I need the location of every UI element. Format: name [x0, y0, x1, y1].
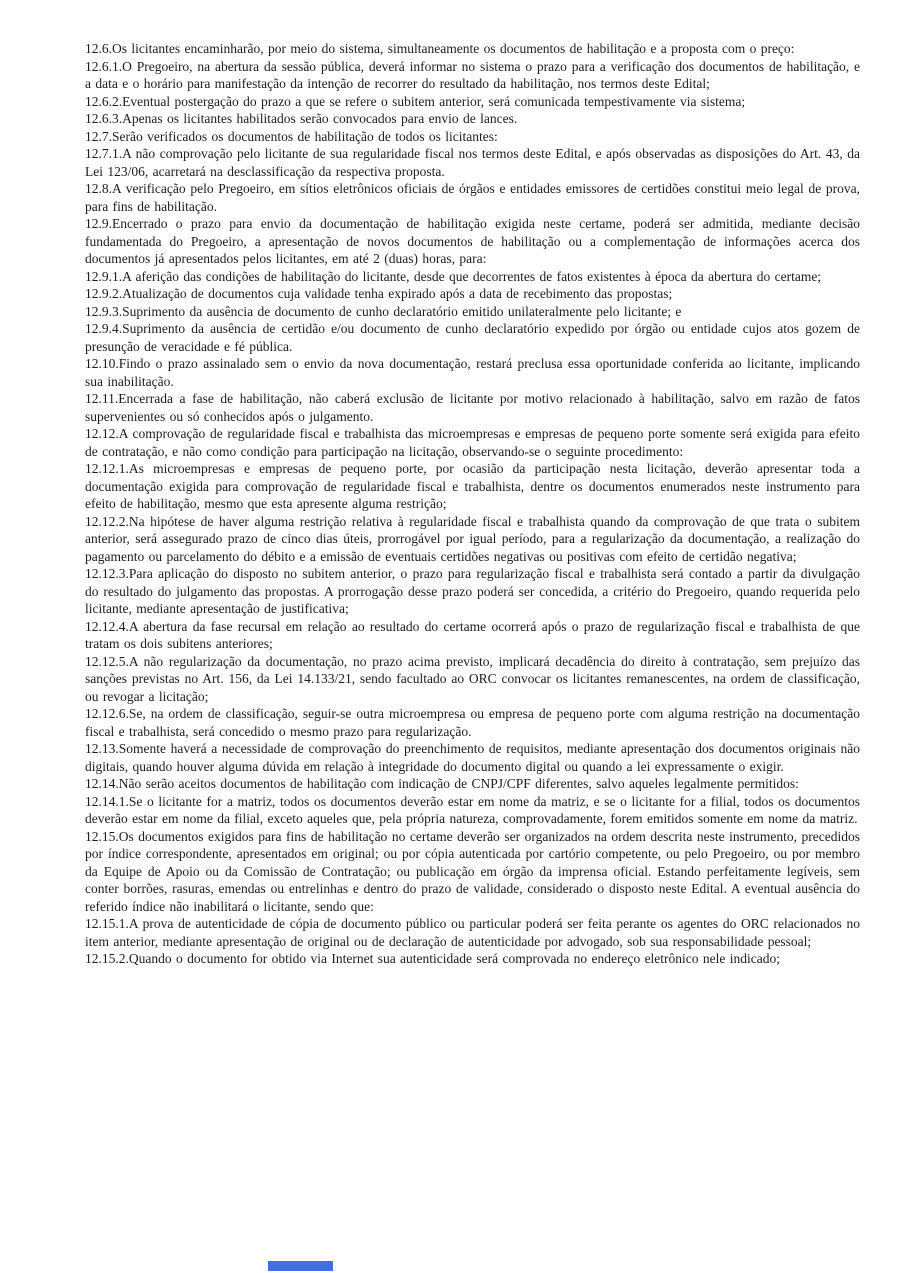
clause-paragraph: 12.6.1.O Pregoeiro, na abertura da sessão pública, deverá informar no sistema o prazo para a verificação dos documentos de habilitação, e a data e o horário para manifestação da intenção de recorrer do resultado da habilitação, nos termos deste Edital;: [85, 58, 860, 91]
clause-paragraph: 12.12.A comprovação de regularidade fiscal e trabalhista das microempresas e empresas de pequeno porte somente será exigida para efeito de contratação, e não como condição para participação na licitação, observando-se o seguinte procedimento:: [85, 426, 860, 459]
selection-highlight-bar: [268, 1261, 333, 1271]
clause-paragraph: 12.9.2.Atualização de documentos cuja validade tenha expirado após a data de recebimento das propostas;: [85, 286, 673, 301]
clause-paragraph: 12.12.5.A não regularização da documentação, no prazo acima previsto, implicará decadência do direito à contratação, sem prejuízo das sanções previstas no Art. 156, da Lei 14.133/21, sendo facultado ao ORC convocar os licitantes remanescentes, na ordem de classificação, ou revogar a licitação;: [85, 653, 860, 704]
clause-paragraph: 12.8.A verificação pelo Pregoeiro, em sítios eletrônicos oficiais de órgãos e entidades emissores de certidões constitui meio legal de prova, para fins de habilitação.: [85, 181, 860, 214]
clause-paragraph: 12.6.3.Apenas os licitantes habilitados serão convocados para envio de lances.: [85, 111, 518, 126]
clause-paragraph: 12.14.Não serão aceitos documentos de habilitação com indicação de CNPJ/CPF diferentes, salvo aqueles legalmente permitidos:: [85, 776, 799, 791]
clause-paragraph: 12.9.1.A aferição das condições de habilitação do licitante, desde que decorrentes de fatos existentes à época da abertura do certame;: [85, 268, 822, 284]
clause-paragraph: 12.9.Encerrado o prazo para envio da documentação de habilitação exigida neste certame, poderá ser admitida, mediante decisão fundamentada do Pregoeiro, a apresentação de novos documentos de habilitação ou a complementação de informações acerca dos documentos já apresentados pelos licitantes, em até 2 (duas) horas, para:: [85, 216, 860, 266]
clause-paragraph: 12.14.1.Se o licitante for a matriz, todos os documentos deverão estar em nome da matriz, e se o licitante for a filial, todos os documentos deverão estar em nome da filial, exceto aqueles que, pela própria natureza, comprovadamente, forem emitidos somente em nome da matriz.: [85, 793, 860, 826]
clause-paragraph: 12.12.6.Se, na ordem de classificação, seguir-se outra microempresa ou empresa de pequeno porte com alguma restrição na documentação fiscal e trabalhista, será concedido o mesmo prazo para regularização.: [85, 706, 860, 739]
clause-paragraph: 12.9.3.Suprimento da ausência de documento de cunho declaratório emitido unilateralmente pelo licitante; e: [85, 303, 682, 319]
clause-paragraph: 12.12.4.A abertura da fase recursal em relação ao resultado do certame ocorrerá após o prazo de regularização fiscal e trabalhista de que tratam os dois subitens anteriores;: [85, 618, 860, 651]
clause-paragraph: 12.7.1.A não comprovação pelo licitante de sua regularidade fiscal nos termos deste Edital, e após observadas as disposições do Art. 43, da Lei 123/06, acarretará na desclassificação da respectiva proposta.: [85, 146, 860, 179]
clause-paragraph: 12.15.2.Quando o documento for obtido via Internet sua autenticidade será comprovada no endereço eletrônico nele indicado;: [85, 951, 781, 966]
clause-paragraph: 12.13.Somente haverá a necessidade de comprovação do preenchimento de requisitos, mediante apresentação dos documentos originais não digitais, quando houver alguma dúvida em relação à integridade do documento digital ou quando a lei expressamente o exigir.: [85, 741, 860, 774]
clause-paragraph: 12.12.2.Na hipótese de haver alguma restrição relativa à regularidade fiscal e trabalhista quando da comprovação de que trata o subitem anterior, será assegurado prazo de cinco dias úteis, prorrogável por igual período, para a regularização da documentação, a realização do pagamento ou parcelamento do débito e a emissão de eventuais certidões negativas ou positivas com efeito de certidão negativa;: [85, 513, 860, 564]
document-body: [85, 40, 860, 968]
clause-paragraph: 12.15.1.A prova de autenticidade de cópia de documento público ou particular poderá ser feita perante os agentes do ORC relacionados no item anterior, mediante apresentação de original ou de declaração de autenticidade por advogado, sob sua responsabilidade pessoal;: [85, 916, 860, 949]
clause-paragraph: 12.7.Serão verificados os documentos de habilitação de todos os licitantes:: [85, 128, 498, 144]
clause-paragraph: 12.15.Os documentos exigidos para fins de habilitação no certame deverão ser organizados na ordem descrita neste instrumento, precedidos por índice correspondente, apresentados em original; ou por cópia autenticada por cartório competente, ou pelo Pregoeiro, ou por membro da Equipe de Apoio ou da Comissão de Contratação; ou publicação em órgão da imprensa oficial. Estando perfeitamente legíveis, sem conter borrões, rasuras, emendas ou entrelinhas e dentro do prazo de validade, considerado o disposto neste Edital. A eventual ausência do referido índice não inabilitará o licitante, sendo que:: [85, 828, 860, 914]
clause-paragraph: 12.11.Encerrada a fase de habilitação, não caberá exclusão de licitante por motivo relacionado à habilitação, salvo em razão de fatos supervenientes ou só conhecidos após o julgamento.: [85, 391, 860, 424]
clause-paragraph: 12.6.Os licitantes encaminharão, por meio do sistema, simultaneamente os documentos de habilitação e a proposta com o preço:: [85, 41, 795, 56]
clause-paragraph: 12.12.3.Para aplicação do disposto no subitem anterior, o prazo para regularização fiscal e trabalhista será contado a partir da divulgação do resultado do julgamento das propostas. A prorrogação desse prazo poderá ser concedida, a critério do Pregoeiro, quando requerida pelo licitante, mediante apresentação de justificativa;: [85, 566, 860, 616]
clause-paragraph: 12.10.Findo o prazo assinalado sem o envio da nova documentação, restará preclusa essa oportunidade conferida ao licitante, implicando sua inabilitação.: [85, 356, 860, 389]
clause-paragraph: 12.9.4.Suprimento da ausência de certidão e/ou documento de cunho declaratório expedido por órgão ou entidade cujos atos gozem de presunção de veracidade e fé pública.: [85, 321, 860, 354]
clause-paragraph: 12.12.1.As microempresas e empresas de pequeno porte, por ocasião da participação nesta licitação, deverão apresentar toda a documentação exigida para comprovação de regularidade fiscal e trabalhista, dentre os documentos enumerados neste instrumento para efeito de habilitação, mesmo que esta apresente alguma restrição;: [85, 461, 860, 511]
clause-paragraph: 12.6.2.Eventual postergação do prazo a que se refere o subitem anterior, será comunicada tempestivamente via sistema;: [85, 93, 746, 109]
